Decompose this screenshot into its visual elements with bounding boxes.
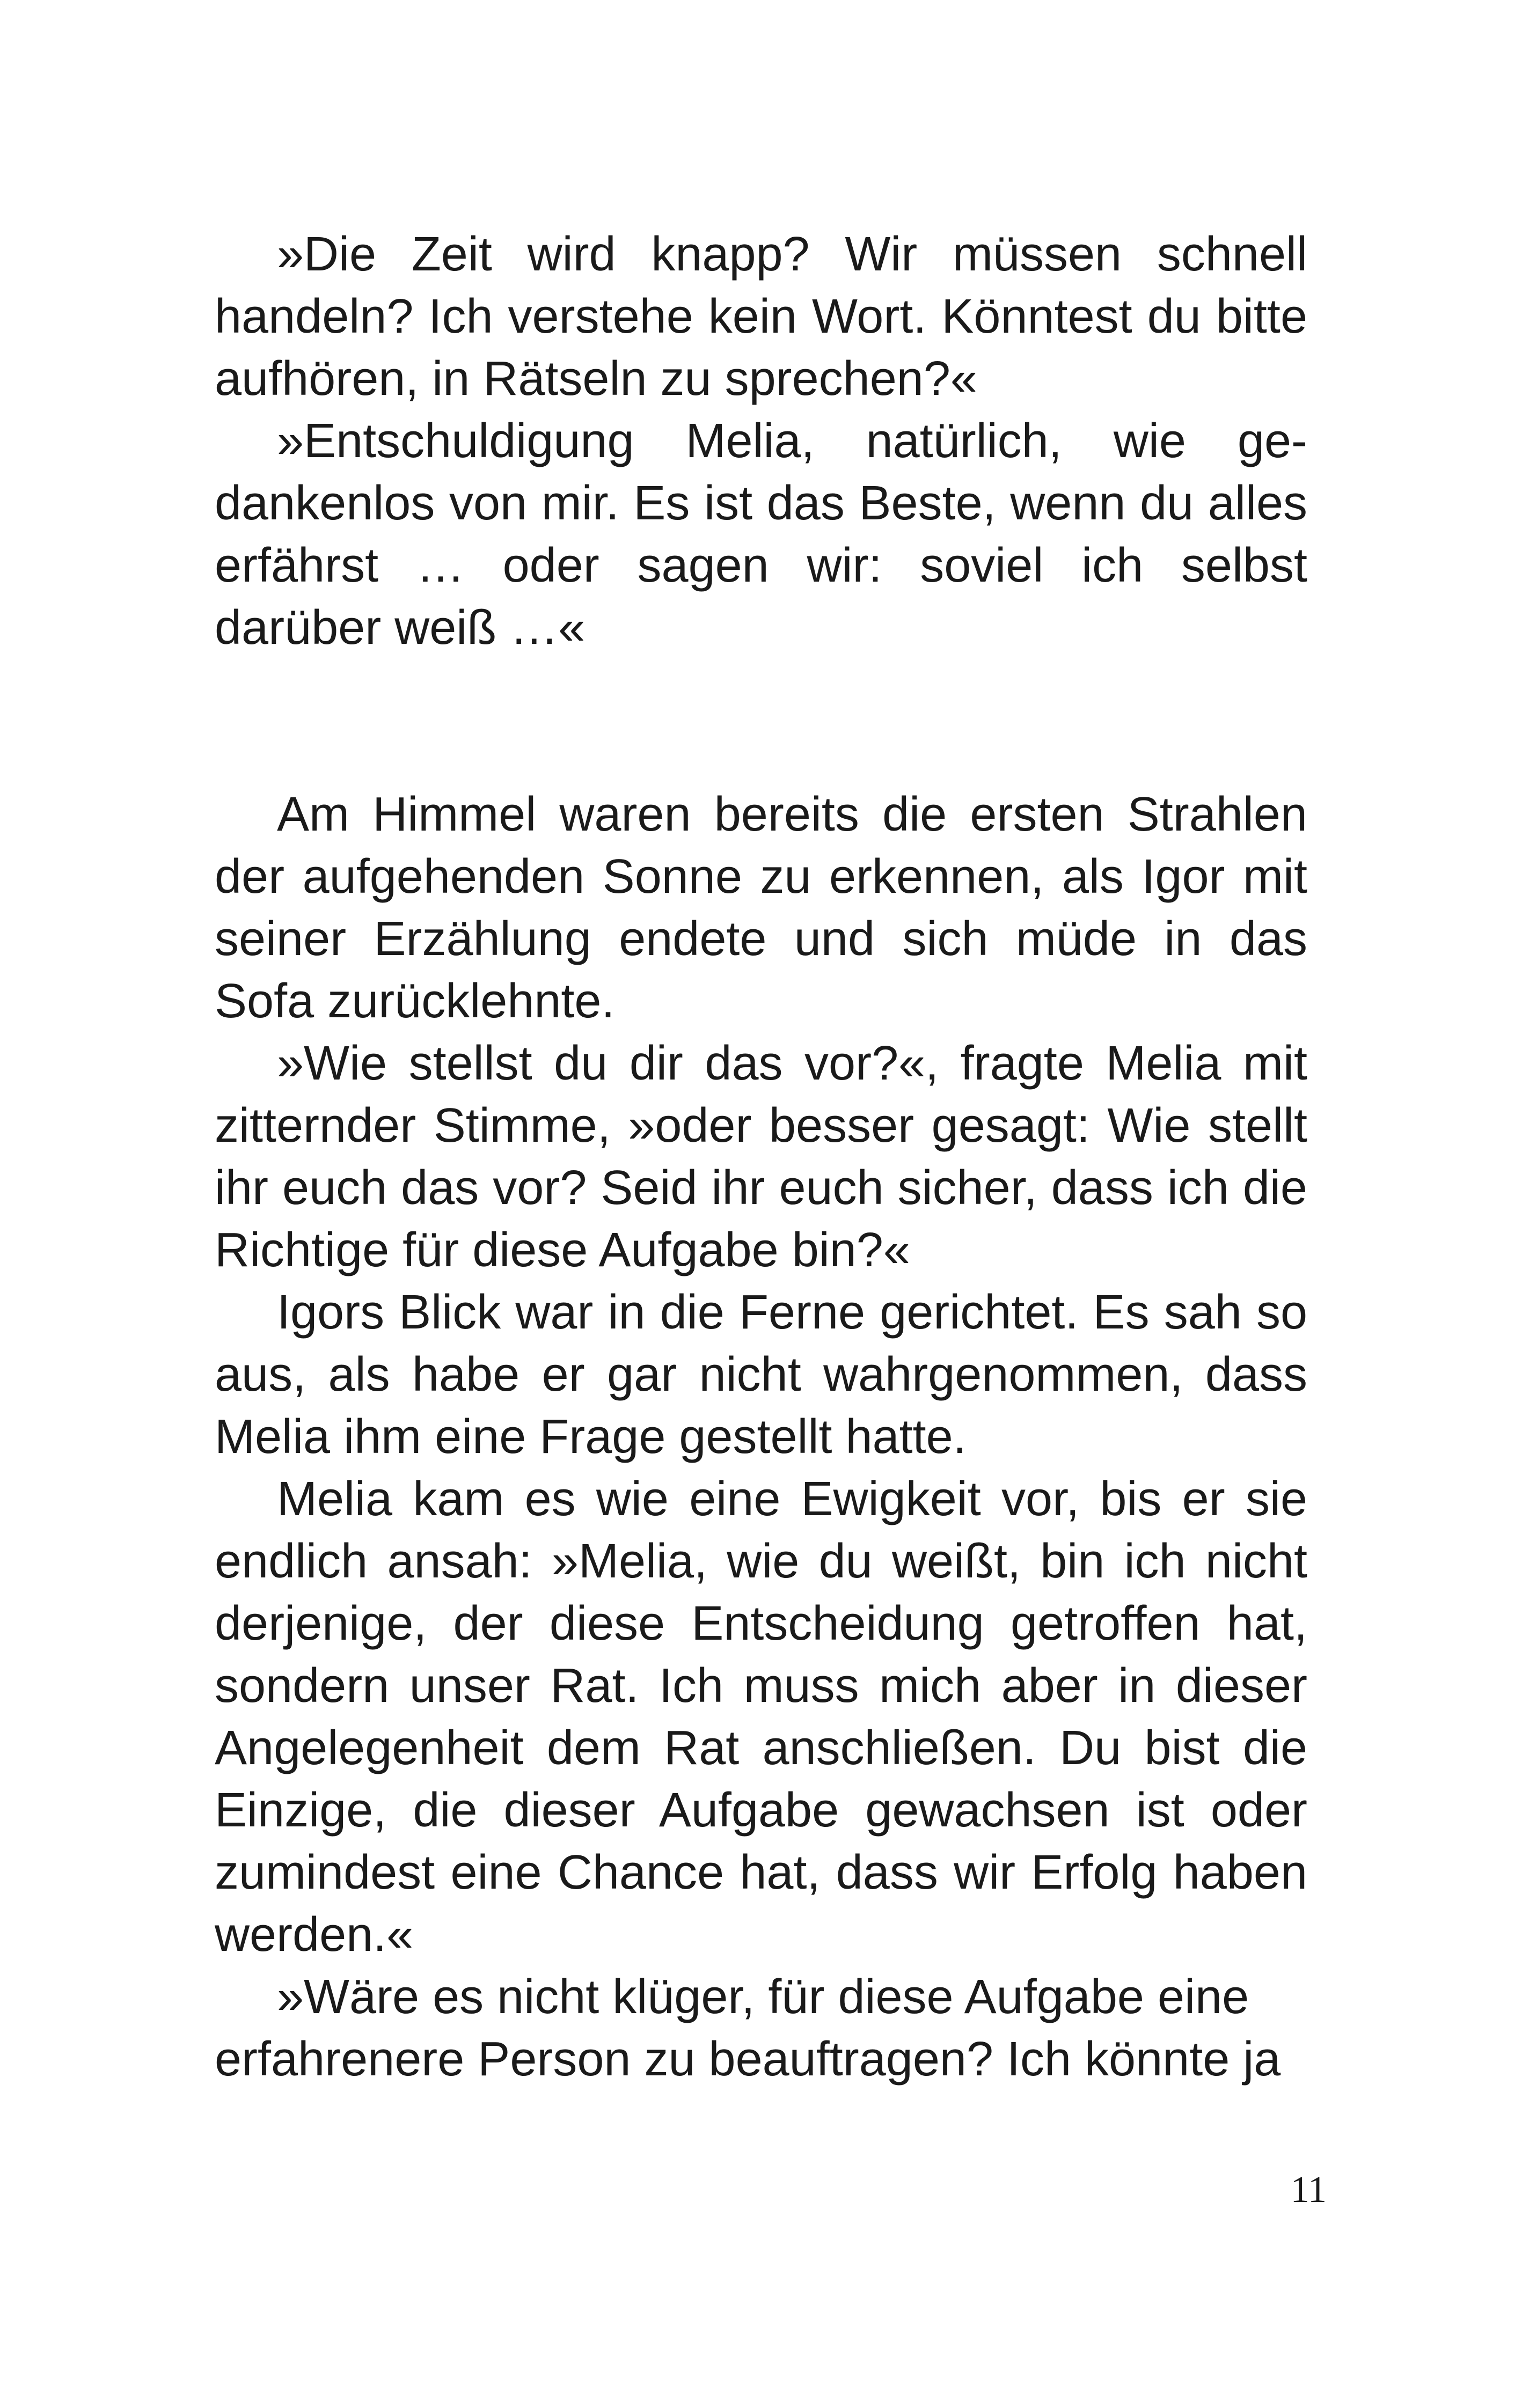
paragraph: Melia kam es wie eine Ewigkeit vor, bis er sie endlich ansah: »Melia, wie du weißt, bin ich nicht derjenige, der diese Entscheidung getroffen hat, sondern unser Rat. Ich muss mich aber in dieser Angelegenheit dem Rat anschließen. Du bist die Einzige, die dieser Aufgabe gewachsen ist oder zumindest eine Chance hat, dass wir Erfolg haben werden.« (215, 1472, 1307, 1962)
paragraph: »Wäre es nicht klüger, für diese Aufgabe eine erfahrenere Person zu beauftragen? Ich könnte ja (215, 1970, 1281, 2086)
section-break (215, 659, 1307, 783)
body-text (215, 223, 1307, 2090)
paragraph: »Die Zeit wird knapp? Wir müssen schnell handeln? Ich verstehe kein Wort. Könntest du bitte aufhören, in Rätseln zu sprechen?« (215, 227, 1307, 406)
paragraph: Am Himmel waren bereits die ersten Strahlen der aufgehenden Sonne zu erkennen, als Igor mit seiner Erzählung endete und sich müde in das Sofa zurücklehnte. (215, 788, 1307, 1028)
page-number: 11 (1290, 2169, 1327, 2211)
paragraph: »Entschuldigung Melia, natürlich, wie gedankenlos von mir. Es ist das Beste, wenn du alles erfährst … oder sagen wir: soviel ich selbst darüber weiß …« (215, 414, 1307, 655)
paragraph: Igors Blick war in die Ferne gerichtet. Es sah so aus, als habe er gar nicht wahrgenommen, dass Melia ihm eine Frage gestellt hatte. (215, 1286, 1307, 1464)
paragraph: »Wie stellst du dir das vor?«, fragte Melia mit zitternder Stimme, »oder besser gesagt: Wie stellt ihr euch das vor? Seid ihr euch sicher, dass ich die Richtige für diese Aufgabe bin?« (215, 1037, 1307, 1277)
